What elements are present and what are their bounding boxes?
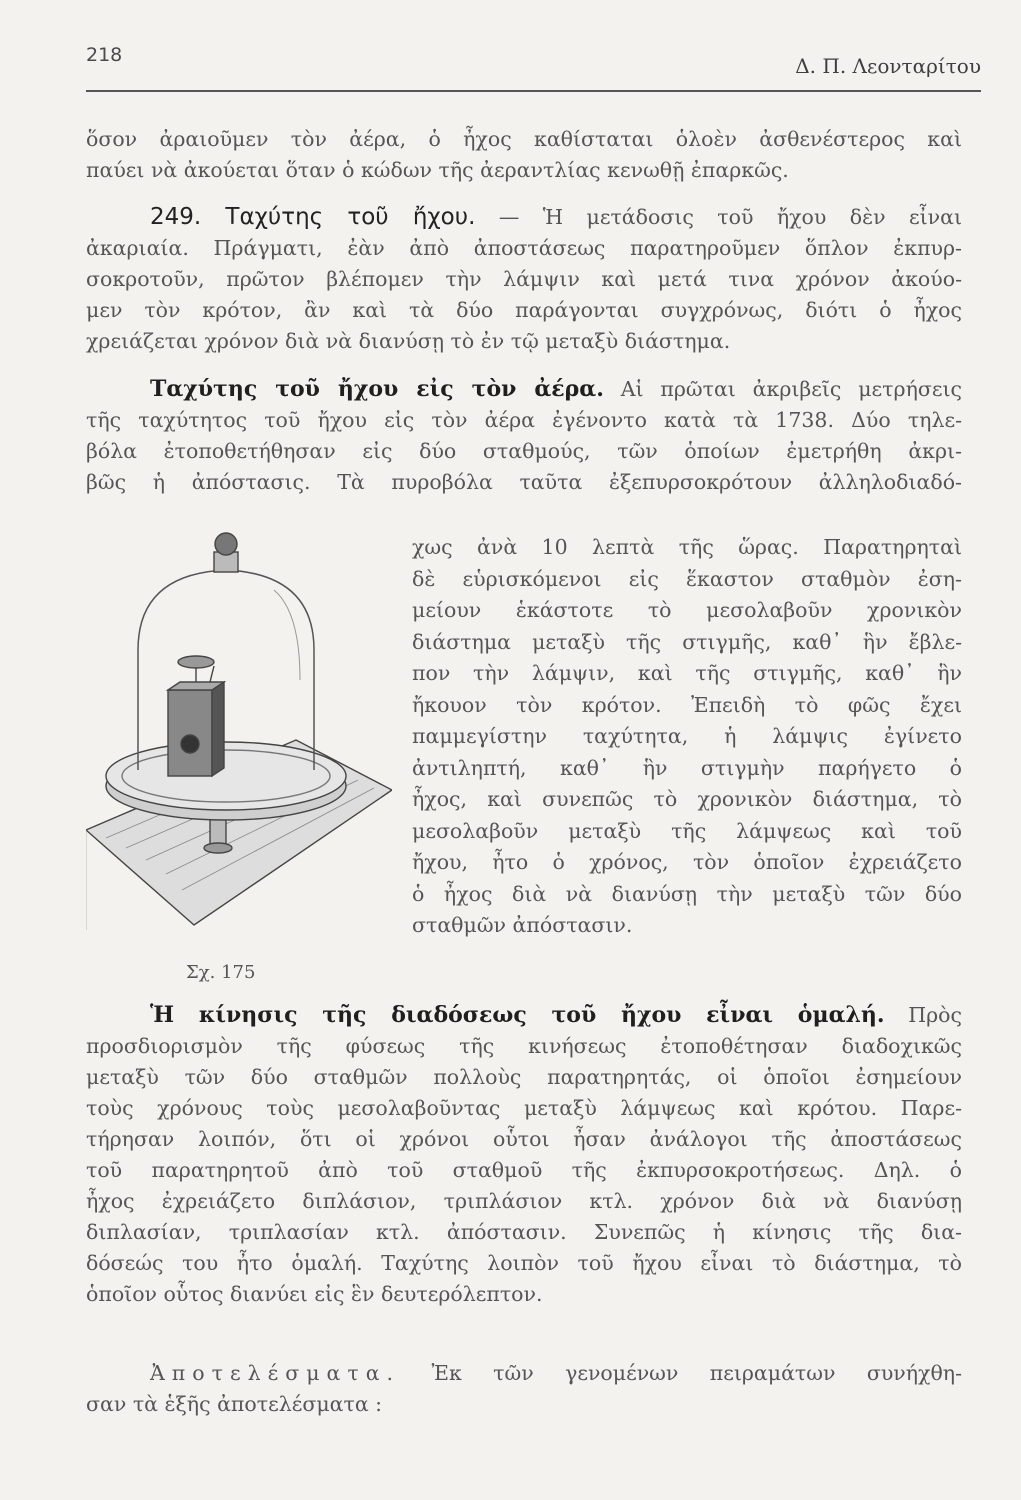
text-line: τῆς ταχύτητος τοῦ ἤχου εἰς τὸν ἀέρα ἐγένοντο κατὰ τὰ 1738. Δύο τηλε- bbox=[86, 408, 962, 432]
subsection-first-line bbox=[86, 1000, 962, 1031]
air-speed-paragraph bbox=[86, 374, 962, 498]
text-line: δὲ εὑρισκόμενοι εἰς ἕκαστον σταθμὸν ἐση- bbox=[412, 566, 962, 591]
results-first-line bbox=[86, 1358, 962, 1389]
text-line: ἦχος ἐχρειάζετο διπλάσιον, τριπλάσιον κτλ. χρόνον διὰ νὰ διανύσῃ bbox=[86, 1189, 962, 1213]
section-249 bbox=[86, 202, 962, 357]
text-line: διάστημα μεταξὺ τῆς στιγμῆς, καθ᾽ ἣν ἔβλε- bbox=[412, 629, 962, 654]
text-line: τοὺς χρόνους τοὺς μεσολαβοῦντας μεταξὺ λάμψεως καὶ κρότου. Παρε- bbox=[86, 1096, 962, 1120]
text-line: ἀντιληπτή, καθ᾽ ἣν στιγμὴν παρήγετο ὁ bbox=[412, 755, 962, 780]
text-line: σοκροτοῦν, πρῶτον βλέπομεν τὴν λάμψιν καὶ μετά τινα χρόνον ἀκούο- bbox=[86, 267, 962, 291]
text-line: βόλα ἐτοποθετήθησαν εἰς δύο σταθμούς, τῶν ὁποίων ἐμετρήθη ἀκρι- bbox=[86, 439, 962, 463]
header-rule bbox=[86, 90, 981, 92]
text-line: τήρησαν λοιπόν, ὅτι οἱ χρόνοι οὗτοι ἦσαν ἀνάλογοι τῆς ἀποστάσεως bbox=[86, 1127, 962, 1151]
text-line: βῶς ἡ ἀπόστασις. Τὰ πυροβόλα ταῦτα ἐξεπυρσοκρότουν ἀλληλοδιαδό- bbox=[86, 470, 962, 494]
intro-paragraph bbox=[86, 124, 962, 186]
text-line: ἤκουον τὸν κρότον. Ἐπειδὴ τὸ φῶς ἔχει bbox=[412, 692, 962, 717]
text-line: σαν τὰ ἑξῆς ἀποτελέσματα : bbox=[86, 1392, 383, 1416]
text-run: Ἐκ τῶν γενομένων πειραμάτων συνήχθη- bbox=[431, 1361, 962, 1385]
results-label: Ἀποτελέσματα. bbox=[150, 1361, 401, 1385]
running-head: Δ. Π. Λεονταρίτου bbox=[795, 54, 981, 78]
text-line: μεσολαβοῦν μεταξὺ τῆς λάμψεως καὶ τοῦ bbox=[412, 818, 962, 843]
text-line: δόσεώς του ἦτο ὁμαλή. Ταχύτης λοιπὸν τοῦ ἤχου εἶναι τὸ διάστημα, τὸ bbox=[86, 1251, 962, 1275]
text-run: Αἱ πρῶται ἀκριβεῖς μετρήσεις bbox=[620, 377, 962, 401]
subsection-heading: Ταχύτης τοῦ ἤχου εἰς τὸν ἀέρα. bbox=[150, 376, 604, 402]
page-header bbox=[86, 44, 981, 88]
page-number: 218 bbox=[86, 44, 123, 66]
text-line: ὁ ἦχος διὰ νὰ διανύσῃ τὴν μεταξὺ τῶν δύο bbox=[412, 881, 962, 906]
section-heading: 249. Ταχύτης τοῦ ἤχου. bbox=[150, 204, 476, 230]
text-line: σταθμῶν ἀπόστασιν. bbox=[412, 913, 633, 937]
uniform-motion-paragraph bbox=[86, 1000, 962, 1310]
text-line: ἦχος, καὶ συνεπῶς τὸ χρονικὸν διάστημα, τὸ bbox=[412, 787, 962, 811]
text-line: χως ἀνὰ 10 λεπτὰ τῆς ὥρας. Παρατηρηταὶ bbox=[412, 535, 962, 559]
text-line: τοῦ παρατηρητοῦ ἀπὸ τοῦ σταθμοῦ τῆς ἐκπυρσοκροτήσεως. Δηλ. ὁ bbox=[86, 1158, 962, 1182]
text-run: Πρὸς bbox=[908, 1003, 962, 1027]
subsection-heading: Ἡ κίνησις τῆς διαδόσεως τοῦ ἤχου εἶναι ὁμαλή. bbox=[150, 1002, 885, 1028]
text-line: μεν τὸν κρότον, ἂν καὶ τὰ δύο παράγονται συγχρόνως, διότι ὁ ἦχος bbox=[86, 298, 962, 322]
air-speed-column bbox=[412, 532, 962, 942]
subsection-first-line bbox=[86, 374, 962, 405]
results-paragraph bbox=[86, 1358, 962, 1420]
text-line: μεταξὺ τῶν δύο σταθμῶν πολλοὺς παρατηρητάς, οἱ ὁποῖοι ἐσημείουν bbox=[86, 1065, 962, 1089]
text-run: — Ἡ μετάδοσις τοῦ ἤχου δὲν εἶναι bbox=[498, 205, 962, 229]
bell-jar-figure bbox=[86, 530, 392, 950]
text-line: ὅσον ἀραιοῦμεν τὸν ἀέρα, ὁ ἦχος καθίσταται ὁλοὲν ἀσθενέστερος καὶ bbox=[86, 127, 962, 151]
text-line: παμμεγίστην ταχύτητα, ἡ λάμψις ἐγίνετο bbox=[412, 724, 962, 748]
text-line: παύει νὰ ἀκούεται ὅταν ὁ κώδων τῆς ἀεραντλίας κενωθῇ ἐπαρκῶς. bbox=[86, 158, 789, 182]
text-line: πον τὴν λάμψιν, καὶ τῆς στιγμῆς, καθ᾽ ἣν bbox=[412, 661, 962, 685]
text-line: διπλασίαν, τριπλασίαν κτλ. ἀπόστασιν. Συνεπῶς ἡ κίνησις τῆς δια- bbox=[86, 1220, 962, 1244]
text-line: ἀκαριαία. Πράγματι, ἐὰν ἀπὸ ἀποστάσεως παρατηροῦμεν ὅπλον ἐκπυρ- bbox=[86, 236, 962, 260]
text-line: ἤχου, ἦτο ὁ χρόνος, τὸν ὁποῖον ἐχρειάζετο bbox=[412, 850, 962, 874]
text-line: προσδιορισμὸν τῆς φύσεως τῆς κινήσεως ἐτοποθέτησαν διαδοχικῶς bbox=[86, 1034, 962, 1058]
text-line: ὁποῖον οὗτος διανύει εἰς ἓν δευτερόλεπτον. bbox=[86, 1282, 543, 1306]
text-line: χρειάζεται χρόνον διὰ νὰ διανύσῃ τὸ ἐν τῷ μεταξὺ διάστημα. bbox=[86, 329, 731, 353]
figure-caption: Σχ. 175 bbox=[186, 962, 256, 983]
section-first-line bbox=[86, 202, 962, 233]
text-line: μείουν ἑκάστοτε τὸ μεσολαβοῦν χρονικὸν bbox=[412, 598, 962, 622]
